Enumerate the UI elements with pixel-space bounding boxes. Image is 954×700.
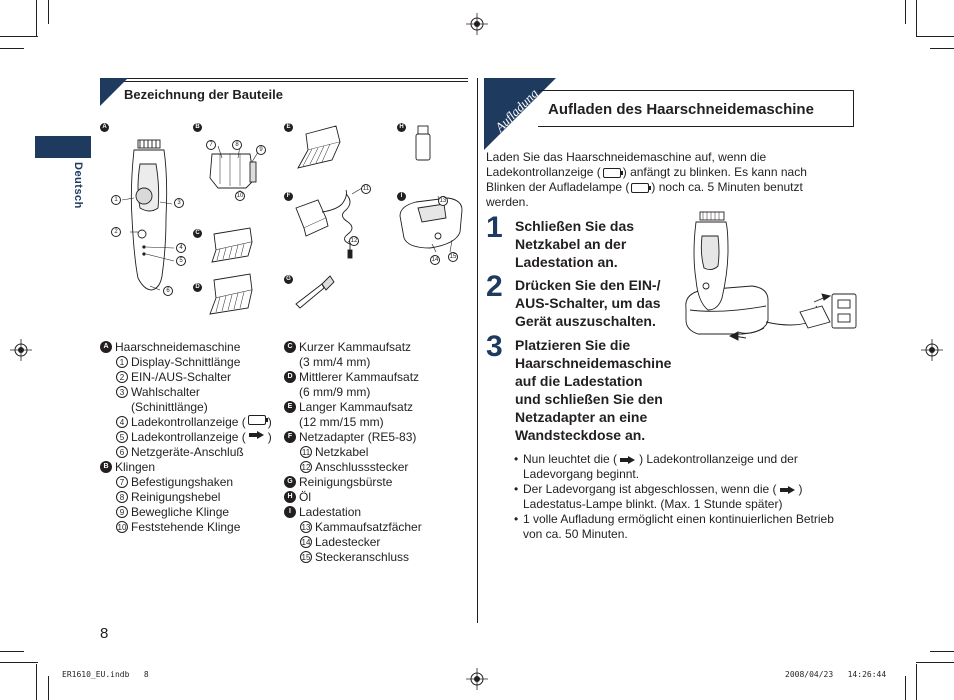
note-text: • 1 volle Aufladung ermöglicht einen kontinuierlichen Betrieb (523, 512, 834, 526)
list-item-cont (284, 355, 422, 370)
step-line: auf die Ladestation (515, 373, 643, 389)
crop-mark (48, 0, 49, 24)
callout-13: 13 (439, 198, 447, 204)
callout-9: 9 (256, 145, 266, 155)
number-badge: 10 (117, 523, 127, 532)
list-item-label: Befestigungshaken (131, 475, 234, 489)
step-text (515, 217, 634, 271)
number-badge: 8 (116, 491, 128, 503)
figure-label-f: F (284, 192, 293, 201)
list-item-label: Ladestecker (315, 535, 381, 549)
step-line: und schließen Sie den (515, 391, 663, 407)
list-item-label: Öl (299, 490, 311, 504)
list-item-label: (Schinittlänge) (131, 400, 208, 414)
number-badge: 13 (301, 523, 311, 532)
list-item (284, 430, 422, 445)
letter-badge: B (100, 461, 112, 473)
comb-medium-drawing (210, 274, 252, 314)
section-title-parts: Bezeichnung der Bauteile (124, 87, 283, 102)
section-header-parts (100, 78, 468, 106)
step-line: Netzkabel an der (515, 236, 627, 252)
list-item (284, 475, 422, 490)
header-rule (100, 78, 468, 82)
step-line: AUS-Schalter, um das (515, 295, 661, 311)
column-divider (477, 78, 478, 623)
callout-3: 3 (174, 198, 184, 208)
section-header-charging (484, 78, 856, 135)
crop-mark (916, 36, 954, 37)
list-item-label: Klingen (115, 460, 156, 474)
list-item (284, 445, 422, 460)
registration-mark-icon (466, 13, 488, 35)
list-item (284, 400, 422, 415)
step-line: Netzadapter an eine (515, 409, 648, 425)
list-item-label: Langer Kammaufsatz (299, 400, 414, 414)
crop-mark (0, 36, 38, 37)
figure-label-a: A (100, 123, 109, 132)
note-text: Nun leuchtet die ( (523, 452, 618, 466)
list-item (100, 430, 272, 445)
intro-text: ) noch ca. 5 Minuten benutzt (651, 180, 803, 194)
callout-7: 7 (206, 140, 216, 150)
callout-5: 5 (176, 256, 186, 266)
step-line: Gerät auszuschalten. (515, 313, 656, 329)
list-item-label: Ladekontrollanzeige ( (131, 430, 246, 444)
list-item-label: ) (267, 415, 272, 429)
crop-mark (0, 662, 38, 663)
crop-mark (916, 662, 954, 663)
footer-file: ER1610_EU.indb 8 (62, 670, 149, 679)
step-line: Drücken Sie den EIN-/ (515, 277, 661, 293)
list-item (100, 370, 272, 385)
crop-mark (916, 0, 917, 36)
list-item (100, 355, 272, 370)
battery-icon (603, 168, 621, 178)
figure-label-b: B (193, 123, 202, 132)
step-number: 1 (486, 211, 503, 244)
crop-mark (930, 651, 954, 652)
note-item (514, 482, 854, 512)
note-text: von ca. 50 Minuten. (523, 527, 628, 541)
crop-mark (930, 48, 954, 49)
letter-badge: D (284, 371, 296, 383)
letter-badge: H (284, 491, 296, 503)
list-item-label: Netzgeräte-Anschluß (131, 445, 244, 459)
note-text: ) (798, 482, 803, 496)
list-item (284, 490, 422, 505)
charger-drawing (400, 196, 462, 252)
intro-text: Ladekontrollanzeige ( (486, 165, 601, 179)
section-title-charging: Aufladen des Haarschneidemaschine (548, 101, 814, 118)
number-badge: 2 (116, 371, 128, 383)
list-item-label: EIN-/AUS-Schalter (131, 370, 232, 384)
number-badge: 7 (116, 476, 128, 488)
crop-mark (916, 664, 917, 700)
number-badge: 6 (116, 446, 128, 458)
intro-line (486, 165, 846, 180)
brush-drawing (296, 276, 334, 308)
intro-line: Laden Sie das Haarschneidemaschine auf, wenn die (486, 150, 767, 164)
list-item-label: Reinigungsbürste (299, 475, 393, 489)
list-item-label: Feststehende Klinge (131, 520, 241, 534)
number-badge: 4 (116, 416, 128, 428)
parts-list-col2 (284, 340, 422, 565)
step-line: Ladestation an. (515, 254, 618, 270)
notes-list (514, 452, 854, 542)
intro-text: ) anfängt zu blinken. Es kann nach (622, 165, 807, 179)
registration-mark-icon (10, 339, 32, 361)
footer-datetime: 2008/04/23 14:26:44 (785, 670, 887, 679)
language-tab (35, 136, 91, 158)
number-badge: 5 (116, 431, 128, 443)
list-item (100, 490, 272, 505)
number-badge: 14 (301, 538, 311, 547)
note-item (514, 452, 854, 482)
note-text: Ladestatus-Lampe blinkt. (Max. 1 Stunde später) (523, 497, 783, 511)
letter-badge: E (284, 401, 296, 413)
list-item (100, 445, 272, 460)
callout-6: 6 (163, 286, 173, 296)
intro-line (486, 180, 846, 195)
list-item-cont (100, 400, 272, 415)
step-text (515, 276, 661, 330)
list-item-label: (3 mm/4 mm) (299, 355, 371, 369)
list-item (284, 370, 422, 385)
crop-mark (0, 48, 24, 49)
list-item (100, 385, 272, 400)
number-badge: 12 (301, 463, 311, 472)
list-item-label: Display-Schnittlänge (131, 355, 241, 369)
figure-label-g: G (284, 275, 293, 284)
crop-mark (905, 0, 906, 24)
list-item-label: Haarschneidemaschine (115, 340, 241, 354)
list-item (100, 340, 272, 355)
list-item-label: Kurzer Kammaufsatz (299, 340, 412, 354)
letter-badge: I (284, 506, 296, 518)
page-number: 8 (100, 625, 109, 642)
list-item-label: Ladestation (299, 505, 362, 519)
list-item (100, 415, 272, 430)
number-badge: 11 (301, 448, 311, 457)
callout-10: 10 (236, 193, 244, 199)
figure-label-i: I (397, 192, 406, 201)
list-item (284, 535, 422, 550)
list-item (100, 520, 272, 535)
list-item (284, 505, 422, 520)
number-badge: 15 (301, 553, 311, 562)
figure-label-e: E (284, 123, 293, 132)
list-item-label: ) (267, 430, 272, 444)
plug-icon (779, 485, 797, 495)
callout-11: 11 (362, 186, 370, 192)
number-badge: 9 (116, 506, 128, 518)
crop-mark (36, 664, 37, 700)
registration-mark-icon (466, 668, 488, 690)
parts-list-col1 (100, 340, 272, 535)
note-text: ) Ladekontrollanzeige und der (639, 452, 798, 466)
battery-icon (248, 415, 266, 425)
letter-badge: G (284, 476, 296, 488)
figure-label-d: D (193, 283, 202, 292)
figure-label-h: H (397, 123, 406, 132)
number-badge: 1 (116, 356, 128, 368)
step-line: Platzieren Sie die (515, 337, 631, 353)
list-item (284, 460, 422, 475)
list-item-label: Steckeranschluss (315, 550, 410, 564)
note-item (514, 512, 854, 542)
crop-mark (0, 651, 24, 652)
intro-text: Blinken der Aufladelampe ( (486, 180, 630, 194)
letter-badge: A (100, 341, 112, 353)
list-item (100, 475, 272, 490)
list-item-label: Netzadapter (RE5-83) (299, 430, 417, 444)
section-ribbon: Aufladung (492, 85, 541, 135)
step-line: Haarschneidemaschine (515, 355, 672, 371)
step-number: 3 (486, 330, 503, 363)
callout-1: 1 (111, 195, 121, 205)
crop-mark (36, 0, 37, 36)
list-item-cont (284, 415, 422, 430)
list-item (100, 460, 272, 475)
intro-paragraph (486, 150, 846, 210)
oil-drawing (416, 126, 430, 160)
list-item-label: (6 mm/9 mm) (299, 385, 371, 399)
crop-mark (905, 676, 906, 700)
intro-line: werden. (486, 195, 529, 209)
note-text: Der Ladevorgang ist abgeschlossen, wenn die ( (523, 482, 777, 496)
list-item-cont (284, 385, 422, 400)
note-text: Ladevorgang beginnt. (523, 467, 640, 481)
list-item-label: Reinigungshebel (131, 490, 221, 504)
list-item (100, 505, 272, 520)
language-tab-label: Deutsch (72, 162, 84, 209)
list-item (284, 550, 422, 565)
step-line: Wandsteckdose an. (515, 427, 646, 443)
step-text (515, 336, 671, 444)
comb-short-drawing (212, 228, 252, 262)
list-item-label: Wahlschalter (131, 385, 200, 399)
list-item (284, 340, 422, 355)
comb-long-drawing (298, 126, 340, 168)
battery-icon (631, 183, 649, 193)
list-item-label: (12 mm/15 mm) (299, 415, 384, 429)
callout-12: 12 (350, 238, 358, 244)
step-line: Schließen Sie das (515, 218, 635, 234)
blade-drawing (210, 146, 258, 196)
callout-15: 15 (449, 254, 457, 260)
figure-label-c: C (193, 229, 202, 238)
list-item-label: Netzkabel (315, 445, 369, 459)
registration-mark-icon (921, 339, 943, 361)
list-item-label: Bewegliche Klinge (131, 505, 230, 519)
crop-mark (48, 676, 49, 700)
callout-2: 2 (111, 227, 121, 237)
callout-14: 14 (431, 257, 439, 263)
callout-8: 8 (232, 140, 242, 150)
parts-illustration (100, 118, 470, 323)
number-badge: 3 (116, 386, 128, 398)
list-item-label: Ladekontrollanzeige ( (131, 415, 246, 429)
adapter-drawing (296, 188, 362, 258)
list-item-label: Mittlerer Kammaufsatz (299, 370, 420, 384)
callout-4: 4 (176, 243, 186, 253)
list-item (284, 520, 422, 535)
plug-icon (619, 455, 637, 465)
list-item-label: Kammaufsatzfächer (315, 520, 422, 534)
list-item-label: Anschlussstecker (315, 460, 409, 474)
step-number: 2 (486, 270, 503, 303)
charging-illustration (682, 210, 862, 345)
clipper-drawing (122, 140, 174, 290)
letter-badge: C (284, 341, 296, 353)
plug-icon (248, 430, 266, 440)
letter-badge: F (284, 431, 296, 443)
